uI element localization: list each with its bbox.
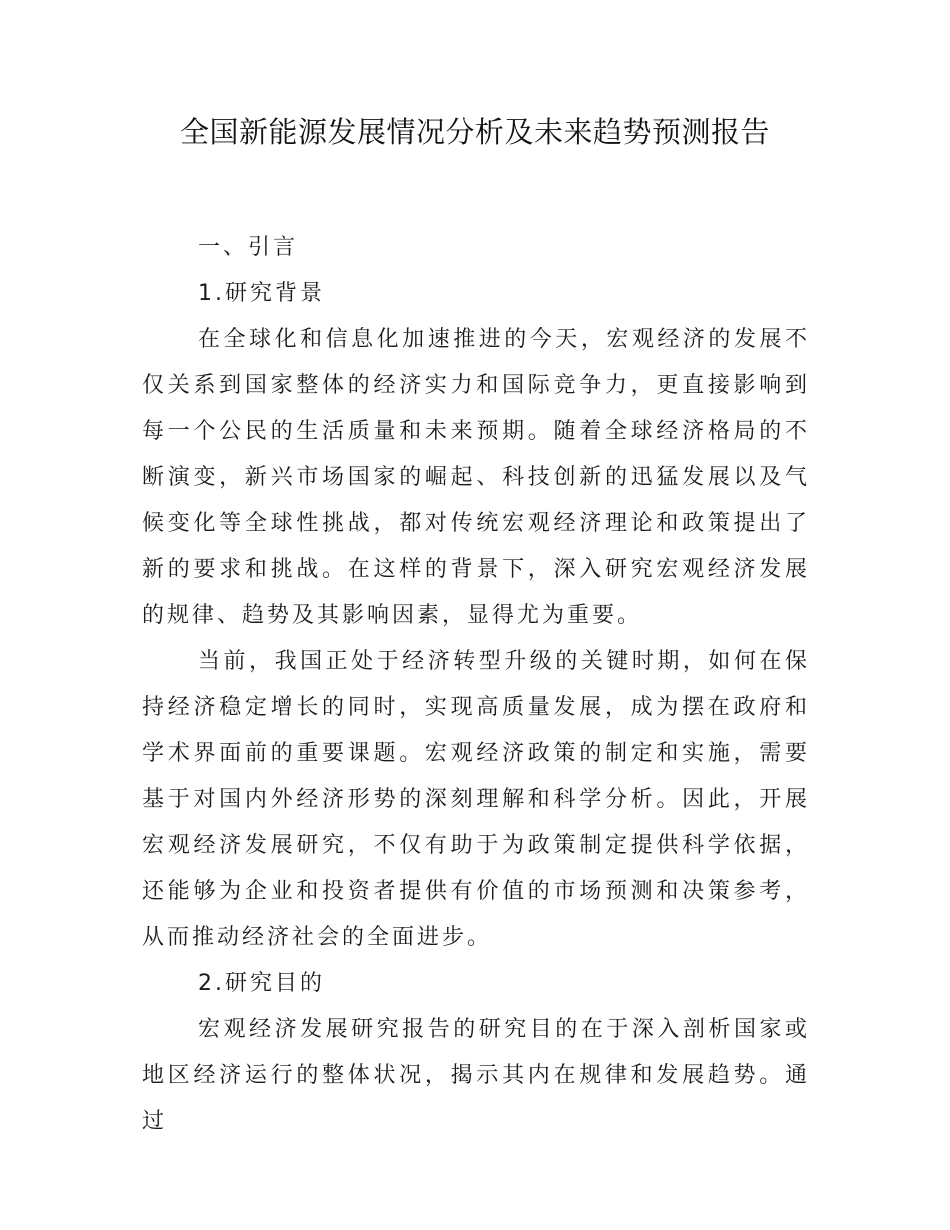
paragraph-purpose-1: 宏观经济发展研究报告的研究目的在于深入剖析国家或地区经济运行的整体状况，揭示其内在规律和发展趋势。通过 (142, 1017, 810, 1134)
document-title: 全国新能源发展情况分析及未来趋势预测报告 (179, 115, 770, 149)
paragraph-background-2: 当前，我国正处于经济转型升级的关键时期，如何在保持经济稳定增长的同时，实现高质量发展，成为摆在政府和学术界面前的重要课题。宏观经济政策的制定和实施，需要基于对国内外经济形势的深刻理解和科学分析。因此，开展宏观经济发展研究，不仅有助于为政策制定提供科学依据，还能够为企业和投资者提供有价值的市场预测和决策参考，从而推动经济社会的全面进步。 (142, 649, 810, 950)
subsection-heading-research-background: 1.研究背景 (198, 281, 325, 306)
document-body (142, 225, 810, 1145)
section-heading-introduction: 一、引言 (198, 235, 299, 260)
paragraph-background-1: 在全球化和信息化加速推进的今天，宏观经济的发展不仅关系到国家整体的经济实力和国际竞争力，更直接影响到每一个公民的生活质量和未来预期。随着全球经济格局的不断演变，新兴市场国家的崛起、科技创新的迅猛发展以及气候变化等全球性挑战，都对传统宏观经济理论和政策提出了新的要求和挑战。在这样的背景下，深入研究宏观经济发展的规律、趋势及其影响因素，显得尤为重要。 (142, 327, 810, 628)
subsection-heading-research-purpose: 2.研究目的 (198, 971, 325, 996)
